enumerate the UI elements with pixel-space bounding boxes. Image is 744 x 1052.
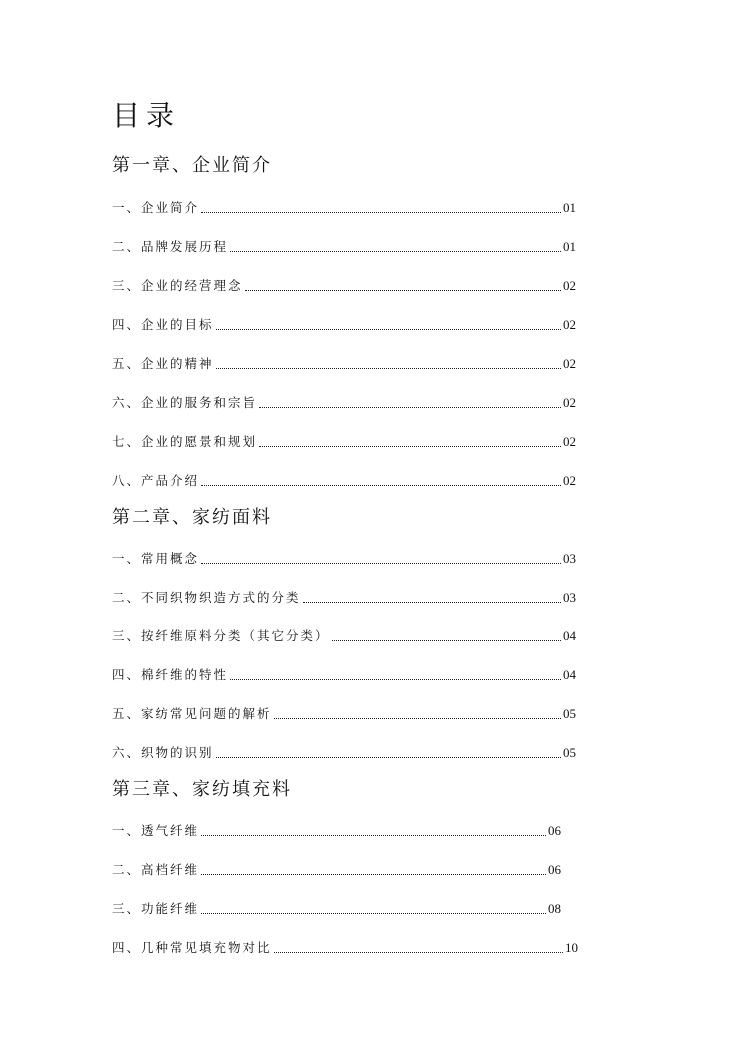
toc-entry[interactable] <box>112 819 561 839</box>
toc-entry-page: 01 <box>563 239 576 254</box>
dot-leader <box>201 913 546 914</box>
toc-entry-page: 10 <box>565 940 578 955</box>
toc-entry-label: 四、企业的目标 <box>112 317 214 332</box>
dot-leader <box>259 407 561 408</box>
toc-entry-label: 二、不同织物织造方式的分类 <box>112 590 301 605</box>
toc-entry-page: 01 <box>563 200 576 215</box>
toc-entry[interactable] <box>112 702 576 722</box>
toc-entry-label: 五、家纺常见问题的解析 <box>112 706 272 721</box>
dot-leader <box>230 679 561 680</box>
dot-leader <box>230 251 561 252</box>
toc-entry-label: 七、企业的愿景和规划 <box>112 434 258 449</box>
toc-entry[interactable] <box>112 741 576 761</box>
dot-leader <box>303 602 561 603</box>
toc-entry[interactable] <box>112 586 576 606</box>
toc-entry-label: 一、透气纤维 <box>112 823 200 838</box>
toc-entry-label: 二、品牌发展历程 <box>112 239 229 254</box>
toc-entry-page: 04 <box>563 628 576 643</box>
toc-entry-page: 02 <box>563 317 576 332</box>
chapter-1-title: 第一章、企业简介 <box>112 155 272 176</box>
toc-entry-label: 八、产品介绍 <box>112 473 200 488</box>
toc-entry[interactable] <box>112 897 561 917</box>
dot-leader <box>201 212 561 213</box>
toc-entry[interactable] <box>112 469 576 489</box>
dot-leader <box>201 563 561 564</box>
toc-entry-label: 二、高档纤维 <box>112 862 200 877</box>
toc-entry-label: 五、企业的精神 <box>112 356 214 371</box>
dot-leader <box>274 952 563 953</box>
chapter-2-title: 第二章、家纺面料 <box>112 507 272 528</box>
dot-leader <box>216 368 561 369</box>
toc-entry-page: 02 <box>563 473 576 488</box>
toc-entry-page: 03 <box>563 590 576 605</box>
toc-entry-label: 三、按纤维原料分类（其它分类） <box>112 628 330 643</box>
toc-entry[interactable] <box>112 858 561 878</box>
toc-entry-label: 六、企业的服务和宗旨 <box>112 395 258 410</box>
dot-leader <box>201 485 561 486</box>
dot-leader <box>274 718 561 719</box>
toc-entry-page: 02 <box>563 395 576 410</box>
toc-title: 目录 <box>112 99 181 132</box>
toc-entry-page: 03 <box>563 551 576 566</box>
chapter-3-title: 第三章、家纺填充料 <box>112 779 292 800</box>
toc-entry-page: 02 <box>563 278 576 293</box>
toc-entry[interactable] <box>112 313 576 333</box>
dot-leader <box>216 757 561 758</box>
dot-leader <box>259 446 561 447</box>
toc-entry-page: 04 <box>563 667 576 682</box>
toc-entry[interactable] <box>112 274 576 294</box>
toc-entry[interactable] <box>112 196 576 216</box>
toc-entry-label: 六、织物的识别 <box>112 745 214 760</box>
toc-entry[interactable] <box>112 624 576 644</box>
toc-entry-page: 08 <box>548 901 561 916</box>
toc-entry-page: 05 <box>563 745 576 760</box>
toc-entry-page: 05 <box>563 706 576 721</box>
toc-entry[interactable] <box>112 235 576 255</box>
dot-leader <box>216 329 561 330</box>
toc-entry-page: 02 <box>563 356 576 371</box>
toc-entry-page: 06 <box>548 823 561 838</box>
toc-entry[interactable] <box>112 936 578 956</box>
toc-entry-label: 一、企业简介 <box>112 200 200 215</box>
dot-leader <box>201 835 546 836</box>
toc-entry[interactable] <box>112 391 576 411</box>
toc-entry-label: 四、几种常见填充物对比 <box>112 940 272 955</box>
toc-entry[interactable] <box>112 352 576 372</box>
toc-entry-page: 02 <box>563 434 576 449</box>
toc-entry-label: 四、棉纤维的特性 <box>112 667 229 682</box>
toc-entry-label: 一、常用概念 <box>112 551 200 566</box>
dot-leader <box>245 290 561 291</box>
toc-entry[interactable] <box>112 663 576 683</box>
toc-entry[interactable] <box>112 430 576 450</box>
toc-entry-page: 06 <box>548 862 561 877</box>
toc-entry-label: 三、功能纤维 <box>112 901 200 916</box>
toc-entry[interactable] <box>112 547 576 567</box>
dot-leader <box>201 874 546 875</box>
toc-entry-label: 三、企业的经营理念 <box>112 278 243 293</box>
dot-leader <box>332 640 561 641</box>
